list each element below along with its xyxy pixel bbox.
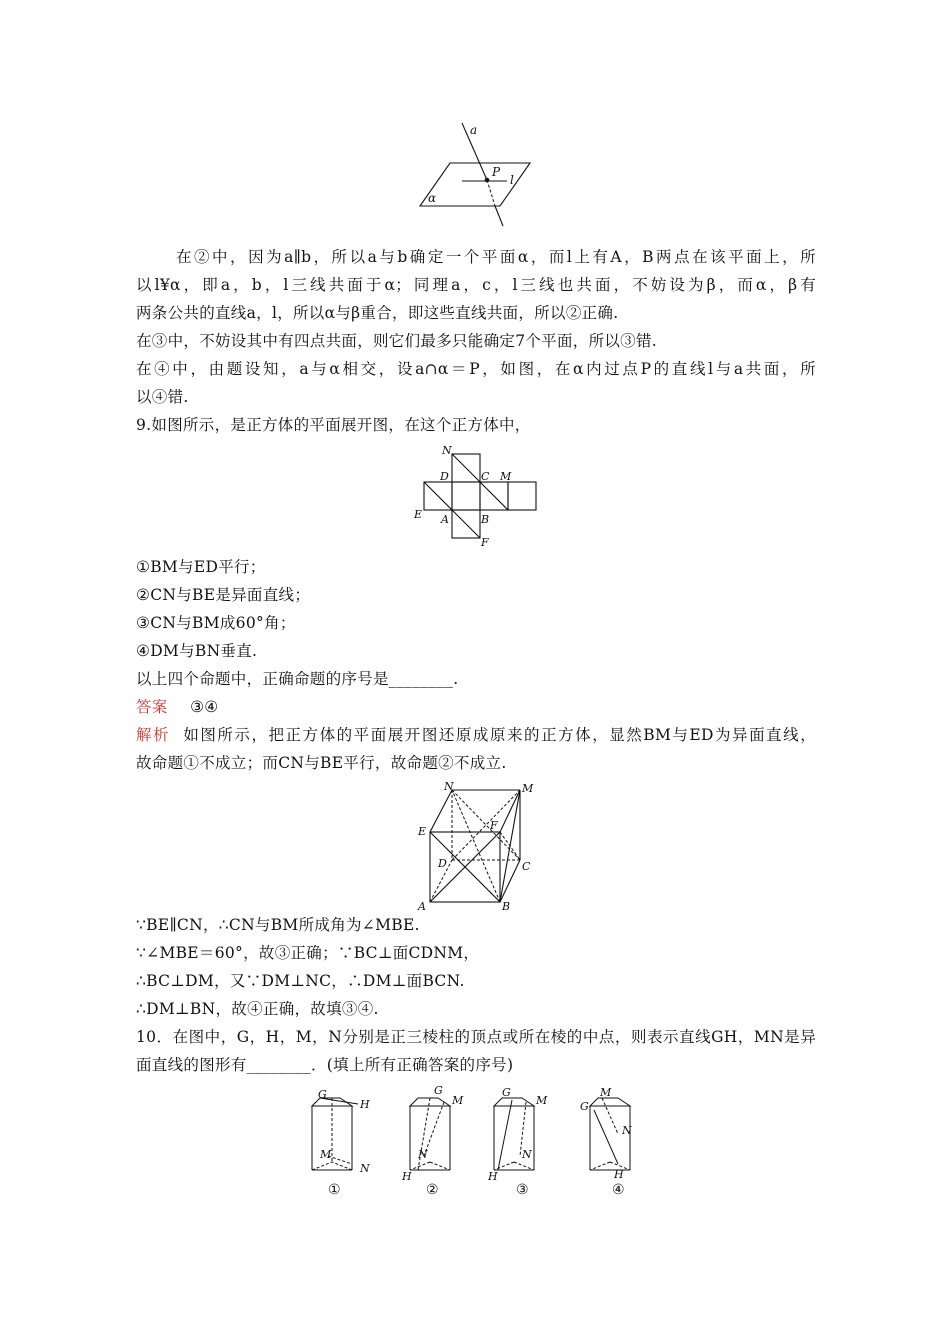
q9-option-2: ②CN与BE是异面直线； [136,586,311,604]
caption-1: ① [328,1182,341,1198]
p1-label-M: M [320,1148,332,1161]
p4-label-G: G [580,1100,589,1113]
q9-option-1: ①BM与ED平行； [136,558,266,576]
p1-label-N: N [360,1162,370,1175]
caption-3: ③ [516,1182,529,1198]
net-label-M: M [500,470,512,483]
prism-3 [487,1086,548,1198]
line-a-dashed [487,180,495,206]
q9-option-3: ③CN与BM成60°角； [136,614,296,632]
cube-figure [414,782,544,912]
q9-analysis-line1 [136,724,816,746]
net-label-B: B [481,513,490,526]
para3-line1: 在③中，不妨设其中有四点共面，则它们最多只能确定7个平面，所以③错. [136,332,657,350]
para2-line1: 在②中，因为a∥b，所以a与b确定一个平面α，而l上有A，B两点在该平面上，所 [176,248,816,266]
net-label-E: E [414,508,423,521]
p1-label-G: G [318,1088,327,1101]
answer-label: 答案 [136,698,168,716]
q9-option-4: ④DM与BN垂直. [136,642,258,660]
q10-line2: 面直线的图形有________．(填上所有正确答案的序号) [136,1056,514,1074]
p4-label-N: N [622,1124,632,1137]
net-label-C: C [481,470,490,483]
prism-1 [312,1088,370,1198]
q9-step-4: ∴DM⊥BN，故④正确，故填③④. [136,1000,379,1018]
q9-step-2: ∵∠MBE＝60°，故③正确；∵BC⊥面CDNM， [136,944,480,962]
cube-label-D: D [438,857,447,870]
q9-step-1: ∵BE∥CN，∴CN与BM所成角为∠MBE. [136,916,420,934]
net-label-N: N [442,444,452,457]
cube-label-N: N [444,782,454,793]
p3-label-G: G [502,1086,511,1099]
caption-4: ④ [612,1182,625,1198]
label-P: P [492,165,501,179]
net-label-D: D [440,470,449,483]
cube-label-B: B [502,900,511,912]
cube-label-F: F [490,819,498,832]
point-P [485,178,490,183]
label-l: l [510,173,514,187]
q9-analysis-line2: 故命题①不成立；而CN与BE平行，故命题②不成立. [136,754,507,772]
cube-label-A: A [418,900,426,912]
para2-line3: 两条公共的直线a，l，所以α与β重合，即这些直线共面，所以②正确. [136,304,619,322]
q9-answer [136,696,816,718]
p2-label-M: M [452,1094,464,1107]
prisms-figure [300,1086,660,1202]
q9-stem: 9.如图所示，是正方体的平面展开图，在这个正方体中， [136,416,531,434]
net-label-F: F [481,536,489,549]
label-a: a [470,123,478,137]
answer-value: ③④ [190,698,219,716]
q9-step-3: ∴BC⊥DM，又∵DM⊥NC，∴DM⊥面BCN. [136,972,465,990]
q10-line1: 10．在图中，G，H，M，N分别是正三棱柱的顶点或所在棱的中点，则表示直线GH，MN是异 [136,1028,816,1046]
p4-label-M: M [600,1086,612,1099]
analysis-label: 解析 [136,726,171,744]
line-a-lower [495,206,503,226]
q9-ask: 以上四个命题中，正确命题的序号是________. [136,670,459,688]
analysis-text-1: 如图所示，把正方体的平面展开图还原成原来的正方体，显然BM与ED为异面直线， [182,726,816,744]
plane-line-figure [410,118,540,230]
cube-label-E: E [418,825,427,838]
p1-label-H: H [360,1098,370,1111]
p2-label-N: N [418,1148,428,1161]
caption-2: ② [426,1182,439,1198]
prism-4 [580,1086,632,1198]
para4-line1: 在④中，由题设知，a与α相交，设a∩α＝P，如图，在α内过点P的直线l与a共面，所 [136,360,816,378]
p3-label-N: N [522,1148,532,1161]
label-alpha: α [428,191,437,205]
para2-line2: 以l¥α，即a，b，l三线共面于α；同理a，c，l三线也共面，不妨设为β，而α，β有 [136,276,816,294]
cube-net-figure [410,440,550,550]
cube-label-C: C [522,860,531,873]
p2-label-H: H [402,1170,412,1183]
p2-label-G: G [434,1086,443,1097]
p3-label-M: M [536,1094,548,1107]
p4-label-H: H [614,1168,624,1181]
p3-label-H: H [488,1170,498,1183]
net-label-A: A [441,513,449,526]
prism-2 [401,1086,464,1198]
para4-line2: 以④错. [136,388,189,406]
cube-label-M: M [522,782,534,795]
